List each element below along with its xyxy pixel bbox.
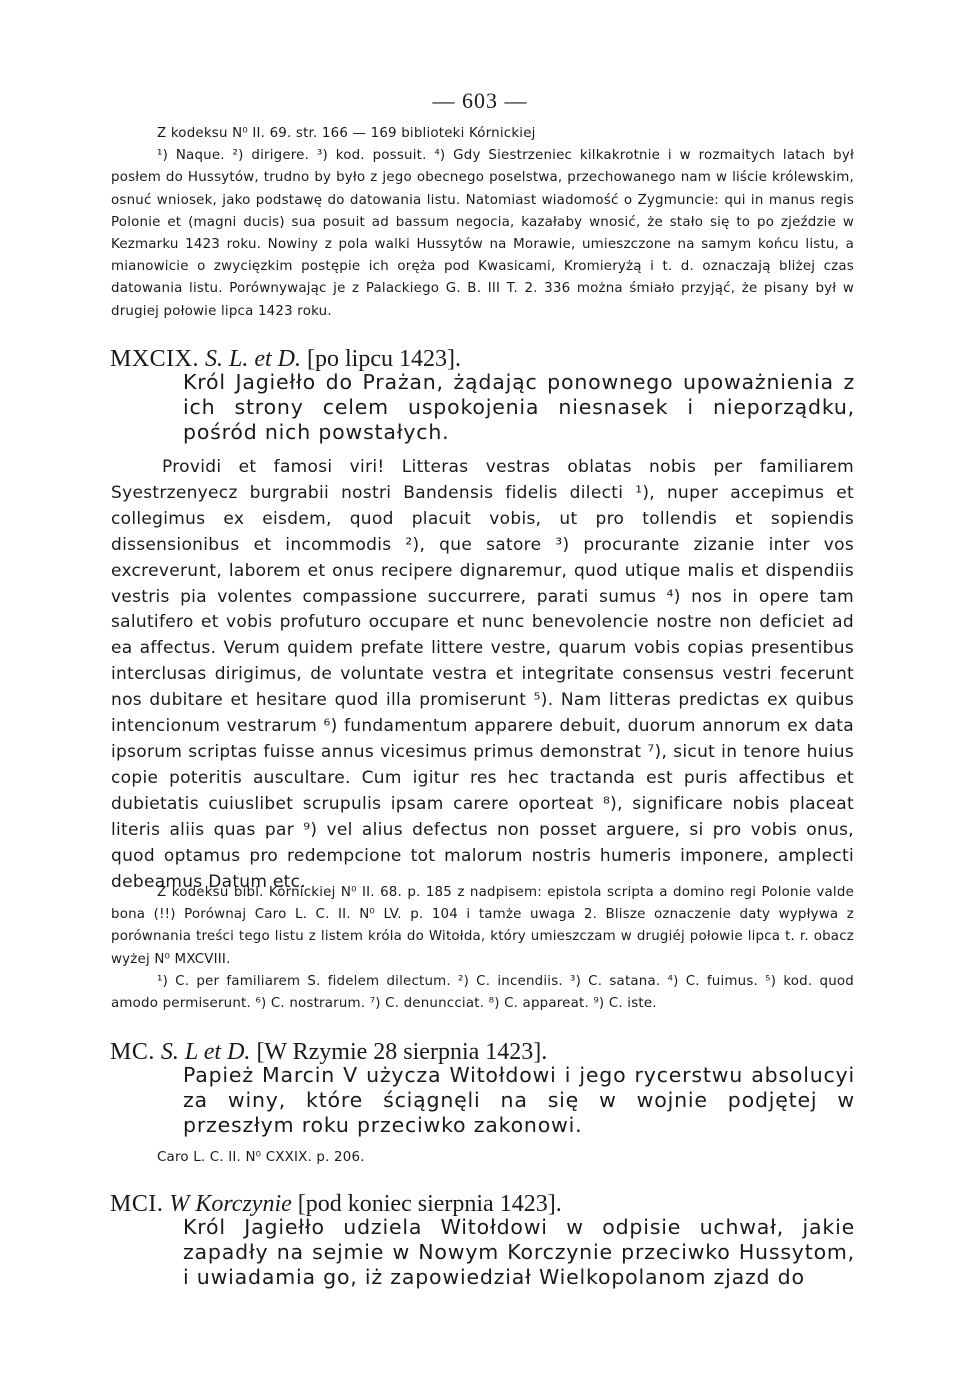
page-number: — 603 —: [432, 88, 528, 113]
doc-number: MC.: [110, 1039, 155, 1065]
doc-number: MXCIX.: [110, 346, 200, 372]
doc-summary-mc: Papież Marcin V użycza Witołdowi i jego rycerstwu absolucyi za winy, które ściągnęli na się w wojnie podjętej w przeszłym roku przeciwko zakonowi.: [183, 1063, 855, 1137]
source-note: Z kodeksu N⁰ II. 69. str. 166 — 169 biblioteki Kórnickiej: [157, 126, 536, 141]
top-notes: [111, 123, 854, 323]
doc-place: S. L et D.: [160, 1039, 251, 1065]
doc-place: S. L. et D.: [205, 346, 302, 372]
source-note: Z kodeksu bibl. Kórnickiej N⁰ II. 68. p. 185 z nadpisem: epistola scripta a domino regi Polonie valde bona (!!) Porównaj Caro L. C. II. N⁰ LV. p. 104 i tamże uwaga 2. Blisze oznaczenie daty wypływa z porównania treści tego listu z listem króla do Witołda, który umieszczam w drugiéj połowie lipca t. r. obacz wyżej N⁰ MXCVIII.: [111, 885, 854, 967]
doc-date: [W Rzymie 28 sierpnia 1423].: [256, 1039, 548, 1065]
doc-body-mxcix: [111, 455, 854, 895]
doc-heading-mc: [110, 1038, 860, 1066]
variant-notes: ¹) C. per familiarem S. fidelem dilectum. ²) C. incendiis. ³) C. satana. ⁴) C. fuimus. ⁵) kod. quod amodo permiserunt. ⁶) C. nostrarum. ⁷) C. denuncciat. ⁸) C. appareat. ⁹) C. iste.: [111, 973, 854, 1012]
doc-summary-mxcix: Król Jagiełło do Prażan, żądając ponownego upoważnienia z ich strony celem uspokojenia niesnasek i nieporządku, pośród nich powstałych.: [183, 370, 855, 444]
doc-date: [po lipcu 1423].: [307, 346, 461, 372]
doc-heading-mxcix: [110, 345, 860, 373]
footnotes-block: ¹) Naque. ²) dirigere. ³) kod. possuit. ⁴) Gdy Siestrzeniec kilkakrotnie i w rozmaitych latach był posłem do Hussytów, trudno by było z jego obecnego poselstwa, przechowanego nam w liście królewskim, osnuć wniosek, jako podstawę do datowania listu. Natomiast wiadomość o Zygmuncie: qui in manus regis Polonie et (magni ducis) sua posuit ad bassum negocia, kazałaby wnosić, że stało się to po zjeździe w Kezmarku 1423 roku. Nowiny z pola walki Hussytów na Morawie, umieszczone na samym końcu listu, a mianowicie o zwycięzkim postępie ich oręża pod Kwasicami, Kromieryżą i t. d. oznaczają bliżej czas datowania listu. Porównywając je z Palackiego G. B. III T. 2. 336 można śmiało przyjąć, że pisany był w drugiej połowie lipca 1423 roku.: [111, 148, 854, 319]
doc-number: MCI.: [110, 1191, 164, 1217]
body-paragraph: Providi et famosi viri! Litteras vestras oblatas nobis per familiarem Syestrzenyecz burgrabii nostri Bandensis fidelis dilecti ¹), nuper accepimus et collegimus ex eisdem, quod placuit vobis, ut pro tollendis et sopiendis dissensionibus et incommodis ²), que satore ³) procurante zizanie inter vos excreverunt, laborem et onus recipere dignaremur, quod utique malis et dispendiis vestris pia volentes compassione succurrere, parati sumus ⁴) nos in opere tam salutifero et vobis profuturo occupare et nunc benevolencie nostre non deficiet ad ea affectus. Verum quidem prefate littere vestre, quarum vobis copias presentibus interclusas dirigimus, de voluntate vestra et integritate consensus vestri fecerunt nos dubitare et hesitare quod illa promiserunt ⁵). Nam litteras predictas ex quibus intencionum vestrarum ⁶) fundamentum apparere debuit, duorum annorum ex data ipsorum scriptas fuisse annus vicesimus primus demonstrat ⁷), sicut in tenore huius copie poteritis auscultare. Cum igitur res hec tractanda est puris affectibus et dubietatis cuiuslibet scrupulis ipsam carere oporteat ⁸), significare nobis placeat literis aliis quas par ⁹) vel alius defectus non posset arguere, si pro vobis onus, quod optamus pro redempcione tot malorum nostris humeris imponere, amplecti debeamus Datum etc.: [111, 457, 854, 892]
doc-ref-mc: Caro L. C. II. N⁰ CXXIX. p. 206.: [157, 1150, 365, 1165]
doc-date: [pod koniec sierpnia 1423].: [297, 1191, 562, 1217]
doc-summary-mci: Król Jagiełło udziela Witołdowi w odpisie uchwał, jakie zapadły na sejmie w Nowym Korczynie przeciwko Hussytom, i uwiadamia go, iż zapowiedział Wielkopolanom zjazd do: [183, 1215, 855, 1289]
doc-notes-mxcix: [111, 882, 854, 1015]
doc-place: W Korczynie: [169, 1191, 292, 1217]
doc-heading-mci: [110, 1190, 860, 1218]
